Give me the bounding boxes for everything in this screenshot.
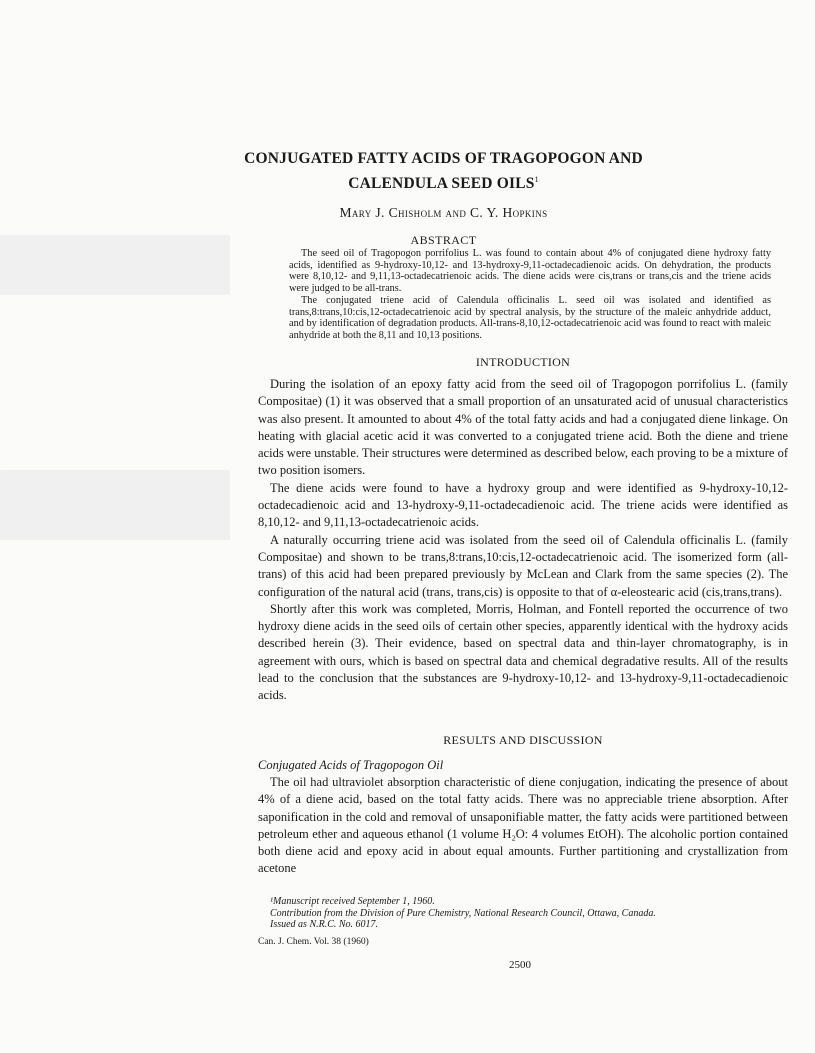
abstract-paragraph: The conjugated triene acid of Calendula officinalis L. seed oil was isolated and identified as trans,8:trans,10:cis,12-octadecatrienoic acid by spectral analysis, by the structure of the maleic anhydride adduct, and by identification of degradation products. All-trans-8,10,12-octadecatrienoic acid was found to react with maleic anhydride at both the 8,11 and 10,13 positions. — [289, 294, 771, 341]
scan-artifact — [0, 470, 230, 540]
authors: Mary J. Chisholm and C. Y. Hopkins — [339, 205, 548, 220]
footnote: ¹Manuscript received September 1, 1960. — [270, 896, 435, 907]
subsection-heading: Conjugated Acids of Tragopogon Oil — [258, 758, 444, 772]
journal-citation: Can. J. Chem. Vol. 38 (1960) — [258, 937, 369, 947]
results-body — [258, 774, 788, 878]
results-heading: RESULTS AND DISCUSSION — [443, 733, 603, 747]
footnotes — [270, 896, 790, 931]
introduction-body — [258, 376, 788, 705]
body-paragraph: Shortly after this work was completed, Morris, Holman, and Fontell reported the occurrence of two hydroxy diene acids in the seed oils of certain other species, apparently identical with the hydroxy acids described herein (3). Their evidence, based on spectral data and thin-layer chromatography, is in agreement with ours, which is based on spectral data and chemical degradative results. All of the results lead to the conclusion that the substances are 9-hydroxy-10,12- and 13-hydroxy-9,11-octadecadienoic acids. — [258, 601, 788, 703]
abstract-heading: ABSTRACT — [410, 233, 477, 247]
body-paragraph: During the isolation of an epoxy fatty acid from the seed oil of Tragopogon porrifolius L. (family Compositae) (1) it was observed that a small proportion of an unsaturated acid of unusual characteristics was also present. It amounted to about 4% of the total fatty acids and had a conjugated diene linkage. On heating with glacial acetic acid it was converted to a conjugated triene acid. Both the diene and triene acids were unstable. Their structures were determined as described below, each proving to be a mixture of two position isomers. — [258, 377, 789, 478]
body-paragraph: The oil had ultraviolet absorption characteristic of diene conjugation, indicating the presence of about 4% of a diene acid, based on the total fatty acids. There was no appreciable triene absorption. After saponification in the cold and removal of unsaponifiable matter, the fatty acids were partitioned between petroleum ether and aqueous ethanol (1 volume H₂O: 4 volumes EtOH). The alcoholic portion contained both diene acid and epoxy acid in about equal amounts. Further partitioning and crystallization from acetone — [258, 775, 788, 876]
paper-title: CONJUGATED FATTY ACIDS OF TRAGOPOGON AND CALENDULA SEED OILS$^1$ — [244, 150, 643, 193]
page-number: 2500 — [509, 959, 531, 971]
abstract-paragraph: The seed oil of Tragopogon porrifolius L. was found to contain about 4% of conjugated diene hydroxy fatty acids, identified as 9-hydroxy-10,12- and 13-hydroxy-9,11-octadecadienoic acids. On dehydration, the products were 8,10,12- and 9,11,13-octadecatrienoic acids. The diene acids were cis,trans or trans,cis and the triene acids were judged to be all-trans. — [289, 248, 771, 295]
footnote: Issued as N.R.C. No. 6017. — [270, 919, 379, 930]
body-paragraph: A naturally occurring triene acid was isolated from the seed oil of Calendula officinalis L. (family Compositae) and shown to be trans,8:trans,10:cis,12-octadecatrienoic acid. The isomerized form (all-trans) of this acid had been prepared previously by McLean and Clark from the same species (2). The configuration of the natural acid (trans, trans,cis) is opposite to that of α-eleostearic acid (cis,trans,trans). — [258, 532, 788, 599]
introduction-heading: INTRODUCTION — [475, 355, 571, 369]
title-footnote-mark: 1 — [534, 175, 539, 184]
scan-artifact — [0, 235, 230, 295]
body-paragraph: The diene acids were found to have a hydroxy group and were identified as 9-hydroxy-10,12-octadecadienoic acid and 13-hydroxy-9,11-octadecadienoic acid. The triene acids were identified as 8,10,12- and 9,11,13-octadecatrienoic acids. — [258, 480, 788, 530]
footnote: Contribution from the Division of Pure Chemistry, National Research Council, Ottawa, Canada. — [270, 907, 656, 919]
abstract — [289, 248, 771, 342]
